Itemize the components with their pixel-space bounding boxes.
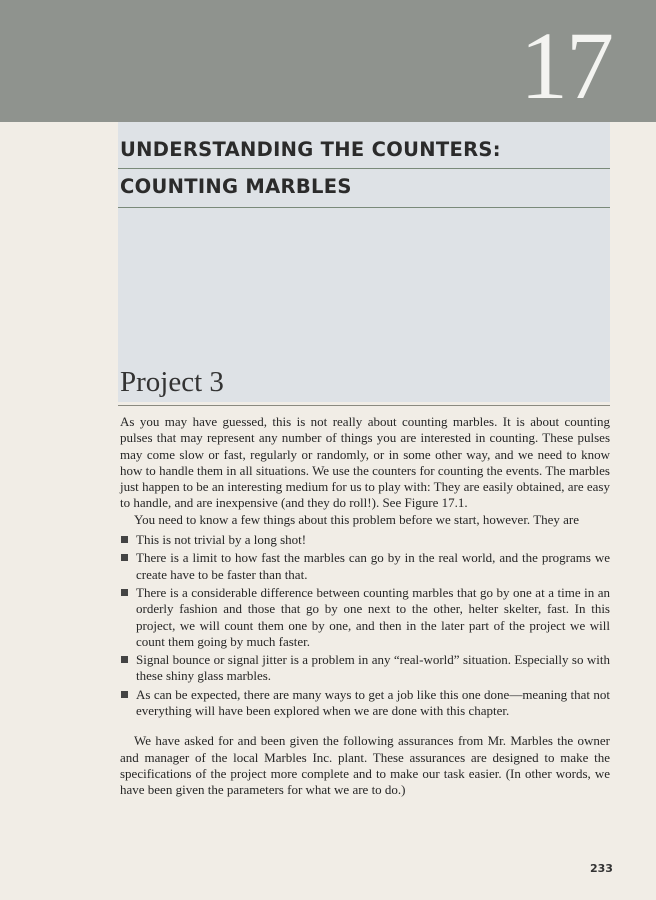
square-bullet-icon xyxy=(121,589,128,596)
list-item: There is a considerable difference between counting marbles that go by one at a time in an orderly fashion and those that go by one next to the other, helter skelter, fast. In this project, we will count them one by one, and then in the later part of the project we will count them going by much faster. xyxy=(120,585,610,650)
chapter-title-line-1: UNDERSTANDING THE COUNTERS: xyxy=(120,138,501,161)
chapter-banner xyxy=(0,0,656,122)
section-rule xyxy=(118,405,610,406)
square-bullet-icon xyxy=(121,536,128,543)
intro-paragraph: As you may have guessed, this is not really about counting marbles. It is about counting pulses that may represent any number of things you are interested in counting. These pulses may come slow or fast, regularly or randomly, or in some other way, and we need to know how to handle them in all situations. We use the counters for counting the events. The marbles just happen to be an interesting medium for us to play with: They are easily obtained, are easy to handle, and are inexpensive (and they do roll!). See Figure 17.1. xyxy=(120,414,610,511)
chapter-number: 17 xyxy=(520,12,612,119)
chapter-title-line-2: COUNTING MARBLES xyxy=(120,175,352,198)
assumption-list xyxy=(120,532,610,719)
list-item: This is not trivial by a long shot! xyxy=(120,532,610,548)
lead-in-paragraph: You need to know a few things about this problem before we start, however. They are xyxy=(134,511,580,527)
body-text xyxy=(120,414,610,799)
list-item: As can be expected, there are many ways to get a job like this one done—meaning that not everything will have been explored when we are done with this chapter. xyxy=(120,687,610,720)
square-bullet-icon xyxy=(121,554,128,561)
square-bullet-icon xyxy=(121,691,128,698)
section-heading: Project 3 xyxy=(120,366,224,398)
title-panel xyxy=(118,122,610,402)
title-rule-1 xyxy=(118,168,610,169)
page-number: 233 xyxy=(590,862,613,875)
square-bullet-icon xyxy=(121,656,128,663)
closing-paragraph: We have asked for and been given the following assurances from Mr. Marbles the owner and manager of the local Marbles Inc. plant. These assurances are designed to make the specifications of the project more complete and to make our task easier. (In other words, we have been given the parameters for what we are to do.) xyxy=(120,733,610,798)
list-item: Signal bounce or signal jitter is a problem in any “real-world” situation. Especially so with these shiny glass marbles. xyxy=(120,652,610,685)
title-rule-2 xyxy=(118,207,610,208)
list-item: There is a limit to how fast the marbles can go by in the real world, and the programs we create have to be faster than that. xyxy=(120,550,610,583)
